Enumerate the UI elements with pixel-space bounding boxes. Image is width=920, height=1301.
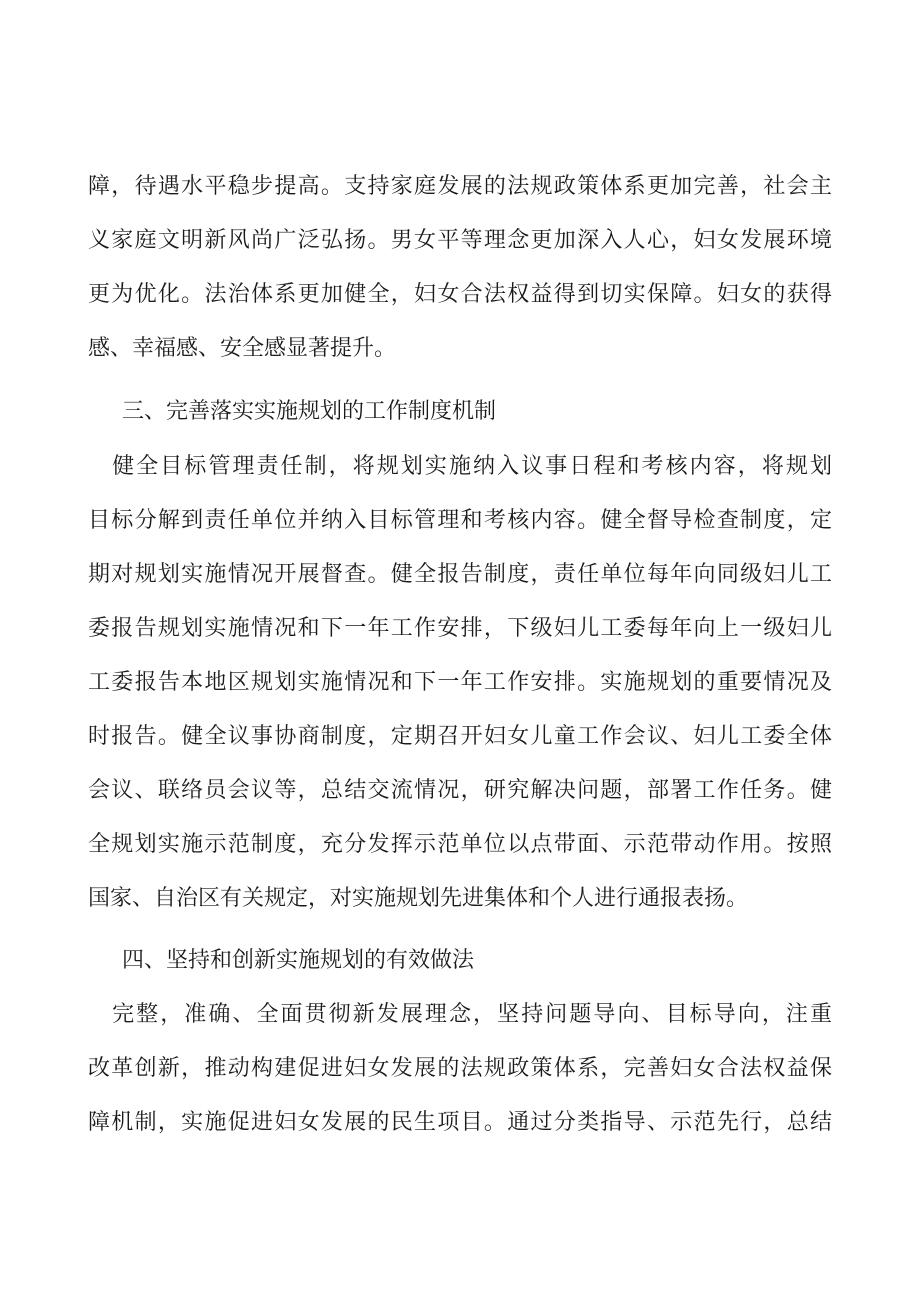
paragraph-line: 委报告规划实施情况和下一年工作安排，下级妇儿工委每年向上一级妇儿 <box>88 616 832 641</box>
paragraph-line: 更为优化。法治体系更加健全，妇女合法权益得到切实保障。妇女的获得 <box>88 282 832 307</box>
paragraph-line: 时报告。健全议事协商制度，定期召开妇女儿童工作会议、妇儿工委全体 <box>88 724 832 749</box>
paragraph-line: 义家庭文明新风尚广泛弘扬。男女平等理念更加深入人心，妇女发展环境 <box>88 228 832 253</box>
paragraph-line: 障机制，实施促进妇女发展的民生项目。通过分类指导、示范先行，总结 <box>88 1110 832 1135</box>
section-heading: 四、坚持和创新实施规划的有效做法 <box>122 948 475 973</box>
section-heading: 三、完善落实实施规划的工作制度机制 <box>122 399 497 424</box>
paragraph-line: 改革创新，推动构建促进妇女发展的法规政策体系，完善妇女合法权益保 <box>88 1056 832 1081</box>
paragraph-line: 全规划实施示范制度，充分发挥示范单位以点带面、示范带动作用。按照 <box>88 832 832 857</box>
paragraph-line: 目标分解到责任单位并纳入目标管理和考核内容。健全督导检查制度，定 <box>88 508 832 533</box>
paragraph-line: 完整，准确、全面贯彻新发展理念，坚持问题导向、目标导向，注重 <box>88 1002 832 1027</box>
paragraph-line: 国家、自治区有关规定，对实施规划先进集体和个人进行通报表扬。 <box>88 886 749 911</box>
paragraph-line: 感、幸福感、安全感显著提升。 <box>88 336 397 361</box>
paragraph-line: 健全目标管理责任制，将规划实施纳入议事日程和考核内容，将规划 <box>88 454 832 479</box>
paragraph-line: 障，待遇水平稳步提高。支持家庭发展的法规政策体系更加完善，社会主 <box>88 174 832 199</box>
paragraph-line: 工委报告本地区规划实施情况和下一年工作安排。实施规划的重要情况及 <box>88 670 832 695</box>
paragraph-line: 期对规划实施情况开展督查。健全报告制度，责任单位每年向同级妇儿工 <box>88 562 832 587</box>
paragraph-line: 会议、联络员会议等，总结交流情况，研究解决问题，部署工作任务。健 <box>88 778 832 803</box>
